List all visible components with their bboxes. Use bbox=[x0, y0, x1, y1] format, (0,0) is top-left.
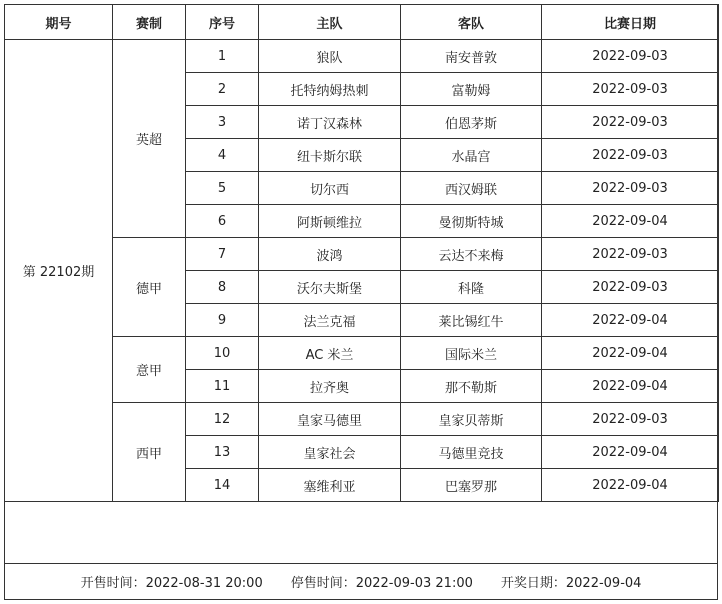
header-league: 赛制 bbox=[113, 5, 186, 40]
home-team: 波鸿 bbox=[259, 238, 401, 271]
home-team: 皇家马德里 bbox=[259, 403, 401, 436]
league-cell-la-liga: 西甲 bbox=[113, 403, 186, 502]
match-date: 2022-09-04 bbox=[542, 337, 719, 370]
table-row bbox=[5, 337, 719, 370]
row-index: 5 bbox=[186, 172, 259, 205]
row-index: 3 bbox=[186, 106, 259, 139]
match-date: 2022-09-04 bbox=[542, 205, 719, 238]
match-date: 2022-09-04 bbox=[542, 469, 719, 502]
away-team: 巴塞罗那 bbox=[401, 469, 542, 502]
row-index: 4 bbox=[186, 139, 259, 172]
table-row bbox=[5, 40, 719, 73]
home-team: 阿斯顿维拉 bbox=[259, 205, 401, 238]
row-index: 6 bbox=[186, 205, 259, 238]
home-team: 诺丁汉森林 bbox=[259, 106, 401, 139]
away-team: 曼彻斯特城 bbox=[401, 205, 542, 238]
home-team: 狼队 bbox=[259, 40, 401, 73]
match-date: 2022-09-03 bbox=[542, 238, 719, 271]
match-date: 2022-09-03 bbox=[542, 40, 719, 73]
away-team: 富勒姆 bbox=[401, 73, 542, 106]
away-team: 莱比锡红牛 bbox=[401, 304, 542, 337]
period-cell: 第 22102期 bbox=[5, 40, 113, 502]
home-team: 法兰克福 bbox=[259, 304, 401, 337]
row-index: 14 bbox=[186, 469, 259, 502]
home-team: 皇家社会 bbox=[259, 436, 401, 469]
blank-row bbox=[4, 514, 718, 564]
match-date: 2022-09-04 bbox=[542, 370, 719, 403]
away-team: 国际米兰 bbox=[401, 337, 542, 370]
away-team: 马德里竞技 bbox=[401, 436, 542, 469]
away-team: 水晶宫 bbox=[401, 139, 542, 172]
fixture-table bbox=[4, 4, 719, 502]
match-date: 2022-09-03 bbox=[542, 73, 719, 106]
home-team: 塞维利亚 bbox=[259, 469, 401, 502]
home-team: 拉齐奥 bbox=[259, 370, 401, 403]
match-date: 2022-09-03 bbox=[542, 172, 719, 205]
row-index: 13 bbox=[186, 436, 259, 469]
row-index: 2 bbox=[186, 73, 259, 106]
away-team: 西汉姆联 bbox=[401, 172, 542, 205]
sale-info-footer bbox=[4, 564, 718, 600]
header-away: 客队 bbox=[401, 5, 542, 40]
header-home: 主队 bbox=[259, 5, 401, 40]
match-date: 2022-09-03 bbox=[542, 139, 719, 172]
league-cell-bundesliga: 德甲 bbox=[113, 238, 186, 337]
sale-close-time: 停售时间：2022-09-03 21:00 bbox=[290, 576, 473, 591]
match-date: 2022-09-04 bbox=[542, 304, 719, 337]
table-row bbox=[5, 403, 719, 436]
match-date: 2022-09-04 bbox=[542, 436, 719, 469]
table-row bbox=[5, 238, 719, 271]
draw-date: 开奖日期：2022-09-04 bbox=[500, 576, 642, 591]
header-date: 比赛日期 bbox=[542, 5, 719, 40]
away-team: 云达不来梅 bbox=[401, 238, 542, 271]
row-index: 9 bbox=[186, 304, 259, 337]
home-team: 沃尔夫斯堡 bbox=[259, 271, 401, 304]
home-team: 切尔西 bbox=[259, 172, 401, 205]
header-period: 期号 bbox=[5, 5, 113, 40]
league-cell-serie-a: 意甲 bbox=[113, 337, 186, 403]
row-index: 8 bbox=[186, 271, 259, 304]
away-team: 南安普敦 bbox=[401, 40, 542, 73]
away-team: 那不勒斯 bbox=[401, 370, 542, 403]
row-index: 10 bbox=[186, 337, 259, 370]
home-team: 纽卡斯尔联 bbox=[259, 139, 401, 172]
row-index: 11 bbox=[186, 370, 259, 403]
away-team: 科隆 bbox=[401, 271, 542, 304]
header-index: 序号 bbox=[186, 5, 259, 40]
away-team: 皇家贝蒂斯 bbox=[401, 403, 542, 436]
home-team: AC 米兰 bbox=[259, 337, 401, 370]
match-date: 2022-09-03 bbox=[542, 106, 719, 139]
home-team: 托特纳姆热刺 bbox=[259, 73, 401, 106]
match-date: 2022-09-03 bbox=[542, 271, 719, 304]
league-cell-epl: 英超 bbox=[113, 40, 186, 238]
row-index: 7 bbox=[186, 238, 259, 271]
sale-open-time: 开售时间：2022-08-31 20:00 bbox=[80, 576, 263, 591]
match-date: 2022-09-03 bbox=[542, 403, 719, 436]
row-index: 12 bbox=[186, 403, 259, 436]
away-team: 伯恩茅斯 bbox=[401, 106, 542, 139]
row-index: 1 bbox=[186, 40, 259, 73]
header-row bbox=[5, 5, 719, 40]
